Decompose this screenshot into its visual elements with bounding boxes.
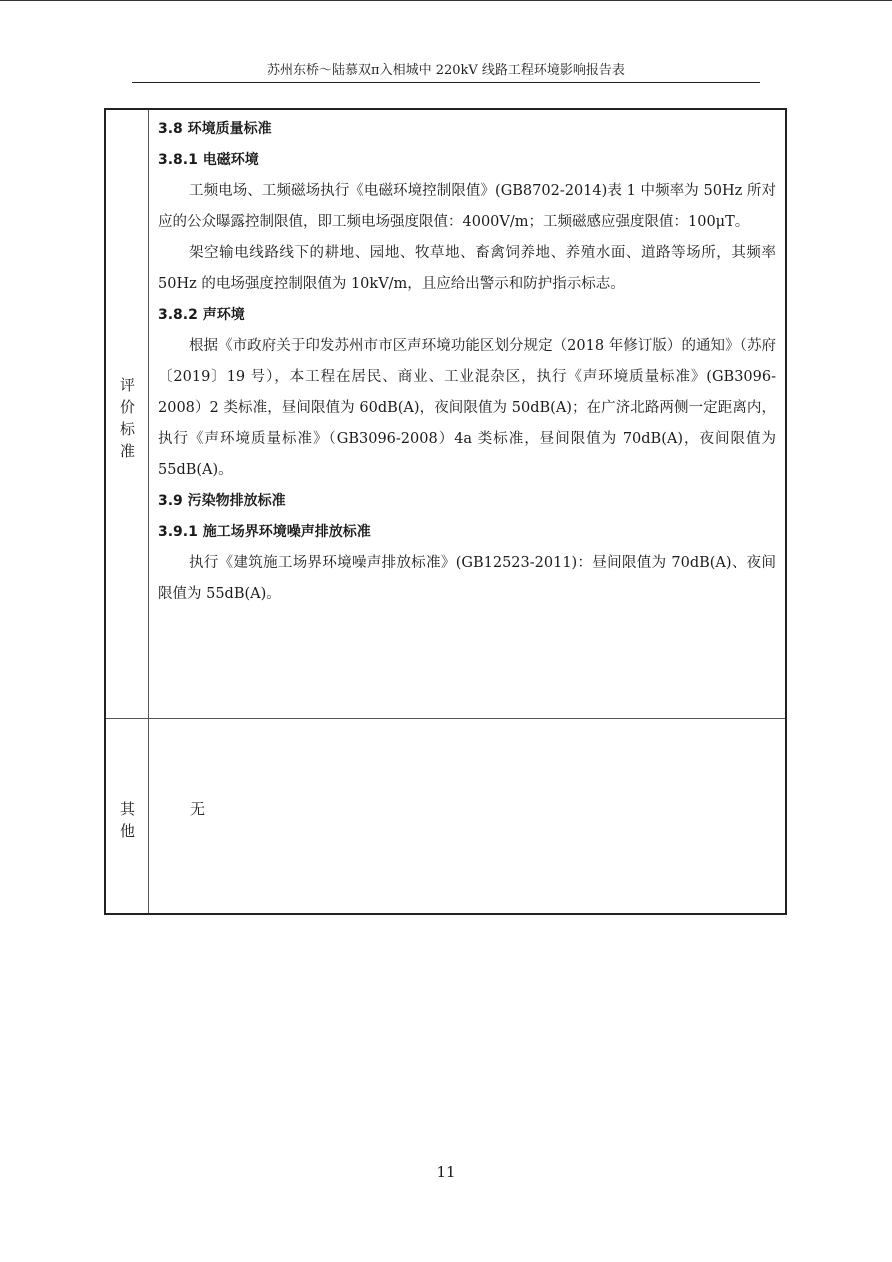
other-row: [106, 719, 785, 913]
other-value: 无: [190, 800, 206, 818]
construction-noise-paragraph: 执行《建筑施工场界环境噪声排放标准》(GB12523-2011)：昼间限值为 70dB(A)、夜间限值为 55dB(A)。: [158, 555, 776, 602]
section-3-9-1-heading: 3.9.1 施工场界环境噪声排放标准: [158, 524, 371, 540]
noise-environment-paragraph: 根据《市政府关于印发苏州市市区声环境功能区划分规定（2018 年修订版）的通知》（苏府〔2019〕19 号），本工程在居民、商业、工业混杂区，执行《声环境质量标准》(GB3096-2008）2 类标准，昼间限值为 60dB(A)，夜间限值为 50dB(A)；在广济北路两侧一定距离内，执行《声环境质量标准》（GB3096-2008）4a 类标准，昼间限值为 70dB(A)，夜间限值为 55dB(A)。: [158, 338, 776, 478]
page-number: 11: [436, 1163, 456, 1181]
section-3-8-1-heading: 3.8.1 电磁环境: [158, 152, 259, 168]
criteria-content: [158, 114, 776, 610]
other-label: [106, 798, 149, 842]
section-3-8-heading: 3.8 环境质量标准: [158, 121, 272, 137]
section-3-9-heading: 3.9 污染物排放标准: [158, 493, 286, 509]
standards-table: [104, 108, 787, 915]
emf-limits-paragraph: 工频电场、工频磁场执行《电磁环境控制限值》(GB8702-2014)表 1 中频率为 50Hz 所对应的公众曝露控制限值，即工频电场强度限值：4000V/m；工频磁感应强度限值：100μT。: [158, 183, 776, 230]
other-label-text: 其他: [119, 800, 135, 840]
criteria-label-cell: [106, 110, 149, 718]
page-top-border: [0, 0, 892, 1]
section-3-8-2-heading: 3.8.2 声环境: [158, 307, 245, 323]
criteria-row: [106, 110, 785, 719]
criteria-label-text: 评价标准: [119, 376, 135, 460]
overhead-line-paragraph: 架空输电线路线下的耕地、园地、牧草地、畜禽饲养地、养殖水面、道路等场所，其频率 50Hz 的电场强度控制限值为 10kV/m，且应给出警示和防护指示标志。: [158, 245, 776, 292]
criteria-label: [106, 374, 149, 462]
other-label-cell: [106, 719, 149, 913]
document-header: 苏州东桥～陆慕双π入相城中 220kV 线路工程环境影响报告表: [132, 62, 760, 83]
